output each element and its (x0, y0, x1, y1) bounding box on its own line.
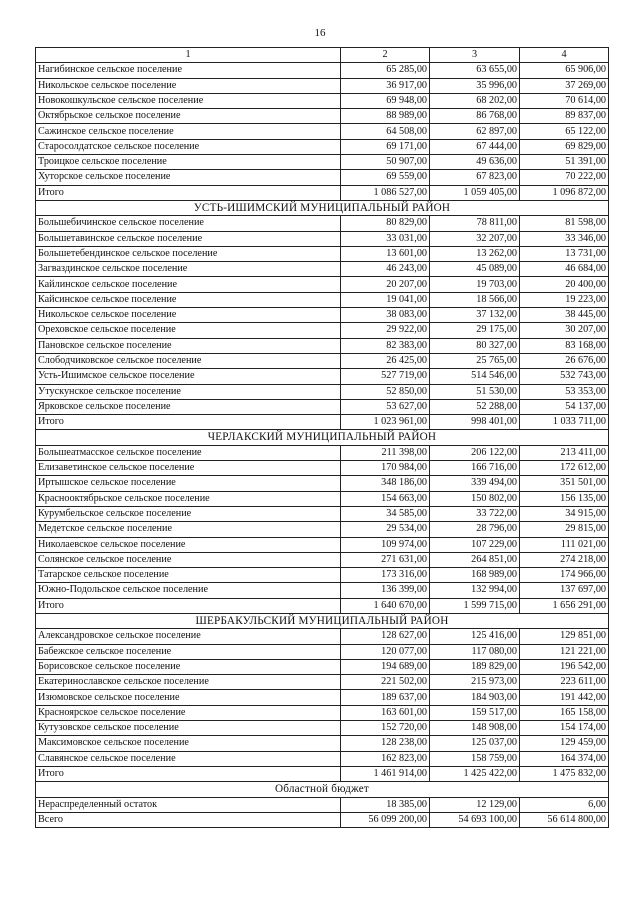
amount-cell: 70 614,00 (520, 93, 609, 108)
amount-cell: 174 966,00 (520, 568, 609, 583)
amount-cell: 34 585,00 (341, 506, 430, 521)
amount-cell: 173 316,00 (341, 568, 430, 583)
table-row (36, 721, 609, 736)
amount-cell: 129 851,00 (520, 629, 609, 644)
amount-cell: 109 974,00 (341, 537, 430, 552)
column-header: 2 (341, 48, 430, 63)
amount-cell: 211 398,00 (341, 445, 430, 460)
table-row (36, 353, 609, 368)
amount-cell: 221 502,00 (341, 675, 430, 690)
amount-cell: 46 243,00 (341, 262, 430, 277)
amount-cell: 82 383,00 (341, 338, 430, 353)
settlement-name-cell: Кайлинское сельское поселение (36, 277, 341, 292)
settlement-name-cell: Красноярское сельское поселение (36, 705, 341, 720)
table-row (36, 185, 609, 200)
amount-cell: 159 517,00 (430, 705, 520, 720)
table-row (36, 246, 609, 261)
amount-cell: 70 222,00 (520, 170, 609, 185)
settlement-name-cell: Старосолдатское сельское поселение (36, 139, 341, 154)
amount-cell: 137 697,00 (520, 583, 609, 598)
amount-cell: 206 122,00 (430, 445, 520, 460)
settlement-name-cell: Краснооктябрьское сельское поселение (36, 491, 341, 506)
amount-cell: 348 186,00 (341, 476, 430, 491)
settlement-name-cell: Хуторское сельское поселение (36, 170, 341, 185)
amount-cell: 351 501,00 (520, 476, 609, 491)
table-row (36, 812, 609, 827)
table-row (36, 659, 609, 674)
table-row (36, 797, 609, 812)
amount-cell: 1 059 405,00 (430, 185, 520, 200)
amount-cell: 19 041,00 (341, 292, 430, 307)
table-row (36, 415, 609, 430)
settlement-name-cell: Октябрьское сельское поселение (36, 109, 341, 124)
amount-cell: 35 996,00 (430, 78, 520, 93)
settlement-name-cell: Екатеринославское сельское поселение (36, 675, 341, 690)
amount-cell: 128 627,00 (341, 629, 430, 644)
amount-cell: 78 811,00 (430, 216, 520, 231)
table-row (36, 139, 609, 154)
amount-cell: 38 083,00 (341, 308, 430, 323)
amount-cell: 36 917,00 (341, 78, 430, 93)
settlement-name-cell: Большеатмасское сельское поселение (36, 445, 341, 460)
table-row (36, 690, 609, 705)
settlement-name-cell: Никольское сельское поселение (36, 78, 341, 93)
amount-cell: 13 601,00 (341, 246, 430, 261)
table-row (36, 262, 609, 277)
table-row (36, 170, 609, 185)
table-row (36, 93, 609, 108)
amount-cell: 38 445,00 (520, 308, 609, 323)
table-row (36, 736, 609, 751)
table-row (36, 384, 609, 399)
table-row (36, 629, 609, 644)
amount-cell: 33 346,00 (520, 231, 609, 246)
amount-cell: 111 021,00 (520, 537, 609, 552)
section-header-row (36, 200, 609, 215)
column-header: 1 (36, 48, 341, 63)
amount-cell: 532 743,00 (520, 369, 609, 384)
budget-table-body (36, 48, 609, 828)
amount-cell: 1 086 527,00 (341, 185, 430, 200)
settlement-name-cell: Татарское сельское поселение (36, 568, 341, 583)
amount-cell: 1 096 872,00 (520, 185, 609, 200)
settlement-name-cell: Итого (36, 185, 341, 200)
amount-cell: 52 288,00 (430, 399, 520, 414)
amount-cell: 50 907,00 (341, 155, 430, 170)
amount-cell: 165 158,00 (520, 705, 609, 720)
section-title: ШЕРБАКУЛЬСКИЙ МУНИЦИПАЛЬНЫЙ РАЙОН (36, 613, 609, 628)
settlement-name-cell: Утускунское сельское поселение (36, 384, 341, 399)
amount-cell: 51 530,00 (430, 384, 520, 399)
amount-cell: 148 908,00 (430, 721, 520, 736)
table-row (36, 506, 609, 521)
amount-cell: 166 716,00 (430, 461, 520, 476)
amount-cell: 196 542,00 (520, 659, 609, 674)
column-header: 4 (520, 48, 609, 63)
amount-cell: 45 089,00 (430, 262, 520, 277)
amount-cell: 264 851,00 (430, 552, 520, 567)
amount-cell: 339 494,00 (430, 476, 520, 491)
amount-cell: 46 684,00 (520, 262, 609, 277)
amount-cell: 20 400,00 (520, 277, 609, 292)
amount-cell: 53 353,00 (520, 384, 609, 399)
amount-cell: 33 031,00 (341, 231, 430, 246)
amount-cell: 19 703,00 (430, 277, 520, 292)
table-row (36, 476, 609, 491)
table-row (36, 323, 609, 338)
amount-cell: 107 229,00 (430, 537, 520, 552)
section-header-row (36, 430, 609, 445)
amount-cell: 271 631,00 (341, 552, 430, 567)
amount-cell: 172 612,00 (520, 461, 609, 476)
amount-cell: 29 922,00 (341, 323, 430, 338)
amount-cell: 125 037,00 (430, 736, 520, 751)
settlement-name-cell: Итого (36, 415, 341, 430)
amount-cell: 1 640 670,00 (341, 598, 430, 613)
settlement-name-cell: Иртышское сельское поселение (36, 476, 341, 491)
amount-cell: 64 508,00 (341, 124, 430, 139)
amount-cell: 154 174,00 (520, 721, 609, 736)
amount-cell: 129 459,00 (520, 736, 609, 751)
amount-cell: 37 132,00 (430, 308, 520, 323)
table-row (36, 369, 609, 384)
table-row (36, 216, 609, 231)
settlement-name-cell: Загваздинское сельское поселение (36, 262, 341, 277)
amount-cell: 156 135,00 (520, 491, 609, 506)
amount-cell: 1 023 961,00 (341, 415, 430, 430)
settlement-name-cell: Николаевское сельское поселение (36, 537, 341, 552)
amount-cell: 20 207,00 (341, 277, 430, 292)
settlement-name-cell: Большетебендинское сельское поселение (36, 246, 341, 261)
amount-cell: 29 534,00 (341, 522, 430, 537)
amount-cell: 168 989,00 (430, 568, 520, 583)
amount-cell: 68 202,00 (430, 93, 520, 108)
amount-cell: 514 546,00 (430, 369, 520, 384)
amount-cell: 89 837,00 (520, 109, 609, 124)
amount-cell: 1 599 715,00 (430, 598, 520, 613)
amount-cell: 154 663,00 (341, 491, 430, 506)
amount-cell: 53 627,00 (341, 399, 430, 414)
settlement-name-cell: Итого (36, 766, 341, 781)
amount-cell: 189 829,00 (430, 659, 520, 674)
amount-cell: 18 566,00 (430, 292, 520, 307)
table-header-row (36, 48, 609, 63)
amount-cell: 83 168,00 (520, 338, 609, 353)
table-row (36, 63, 609, 78)
amount-cell: 29 815,00 (520, 522, 609, 537)
amount-cell: 1 033 711,00 (520, 415, 609, 430)
amount-cell: 1 475 832,00 (520, 766, 609, 781)
table-row (36, 461, 609, 476)
amount-cell: 19 223,00 (520, 292, 609, 307)
column-header: 3 (430, 48, 520, 63)
amount-cell: 18 385,00 (341, 797, 430, 812)
section-title: ЧЕРЛАКСКИЙ МУНИЦИПАЛЬНЫЙ РАЙОН (36, 430, 609, 445)
amount-cell: 1 425 422,00 (430, 766, 520, 781)
table-row (36, 231, 609, 246)
table-row (36, 155, 609, 170)
table-row (36, 644, 609, 659)
settlement-name-cell: Изюмовское сельское поселение (36, 690, 341, 705)
settlement-name-cell: Борисовское сельское поселение (36, 659, 341, 674)
settlement-name-cell: Курумбельское сельское поселение (36, 506, 341, 521)
table-row (36, 399, 609, 414)
amount-cell: 136 399,00 (341, 583, 430, 598)
amount-cell: 13 262,00 (430, 246, 520, 261)
amount-cell: 162 823,00 (341, 751, 430, 766)
amount-cell: 80 327,00 (430, 338, 520, 353)
settlement-name-cell: Троицкое сельское поселение (36, 155, 341, 170)
table-row (36, 522, 609, 537)
amount-cell: 29 175,00 (430, 323, 520, 338)
table-row (36, 552, 609, 567)
amount-cell: 170 984,00 (341, 461, 430, 476)
amount-cell: 184 903,00 (430, 690, 520, 705)
amount-cell: 69 559,00 (341, 170, 430, 185)
amount-cell: 52 850,00 (341, 384, 430, 399)
settlement-name-cell: Усть-Ишимское сельское поселение (36, 369, 341, 384)
amount-cell: 88 989,00 (341, 109, 430, 124)
amount-cell: 56 099 200,00 (341, 812, 430, 827)
amount-cell: 26 676,00 (520, 353, 609, 368)
amount-cell: 65 906,00 (520, 63, 609, 78)
settlement-name-cell: Большебичинское сельское поселение (36, 216, 341, 231)
amount-cell: 215 973,00 (430, 675, 520, 690)
amount-cell: 33 722,00 (430, 506, 520, 521)
amount-cell: 152 720,00 (341, 721, 430, 736)
settlement-name-cell: Кутузовское сельское поселение (36, 721, 341, 736)
amount-cell: 13 731,00 (520, 246, 609, 261)
table-row (36, 338, 609, 353)
amount-cell: 164 374,00 (520, 751, 609, 766)
amount-cell: 117 080,00 (430, 644, 520, 659)
settlement-name-cell: Южно-Подольское сельское поселение (36, 583, 341, 598)
settlement-name-cell: Ореховское сельское поселение (36, 323, 341, 338)
settlement-name-cell: Максимовское сельское поселение (36, 736, 341, 751)
table-row (36, 308, 609, 323)
amount-cell: 6,00 (520, 797, 609, 812)
amount-cell: 121 221,00 (520, 644, 609, 659)
settlement-name-cell: Александровское сельское поселение (36, 629, 341, 644)
amount-cell: 32 207,00 (430, 231, 520, 246)
amount-cell: 86 768,00 (430, 109, 520, 124)
amount-cell: 223 611,00 (520, 675, 609, 690)
table-row (36, 705, 609, 720)
settlement-name-cell: Славянское сельское поселение (36, 751, 341, 766)
table-row (36, 78, 609, 93)
amount-cell: 34 915,00 (520, 506, 609, 521)
amount-cell: 65 285,00 (341, 63, 430, 78)
settlement-name-cell: Сажинское сельское поселение (36, 124, 341, 139)
amount-cell: 51 391,00 (520, 155, 609, 170)
settlement-name-cell: Новокошкульское сельское поселение (36, 93, 341, 108)
amount-cell: 25 765,00 (430, 353, 520, 368)
amount-cell: 69 829,00 (520, 139, 609, 154)
settlement-name-cell: Итого (36, 598, 341, 613)
settlement-name-cell: Солянское сельское поселение (36, 552, 341, 567)
amount-cell: 30 207,00 (520, 323, 609, 338)
settlement-name-cell: Всего (36, 812, 341, 827)
table-row (36, 292, 609, 307)
settlement-name-cell: Нераспределенный остаток (36, 797, 341, 812)
settlement-name-cell: Ярковское сельское поселение (36, 399, 341, 414)
amount-cell: 67 823,00 (430, 170, 520, 185)
settlement-name-cell: Медетское сельское поселение (36, 522, 341, 537)
amount-cell: 81 598,00 (520, 216, 609, 231)
amount-cell: 128 238,00 (341, 736, 430, 751)
amount-cell: 274 218,00 (520, 552, 609, 567)
amount-cell: 56 614 800,00 (520, 812, 609, 827)
amount-cell: 54 137,00 (520, 399, 609, 414)
section-header-row (36, 782, 609, 797)
amount-cell: 63 655,00 (430, 63, 520, 78)
amount-cell: 49 636,00 (430, 155, 520, 170)
section-header-row (36, 613, 609, 628)
settlement-name-cell: Никольское сельское поселение (36, 308, 341, 323)
amount-cell: 125 416,00 (430, 629, 520, 644)
amount-cell: 1 461 914,00 (341, 766, 430, 781)
amount-cell: 69 171,00 (341, 139, 430, 154)
amount-cell: 12 129,00 (430, 797, 520, 812)
amount-cell: 1 656 291,00 (520, 598, 609, 613)
amount-cell: 158 759,00 (430, 751, 520, 766)
amount-cell: 998 401,00 (430, 415, 520, 430)
table-row (36, 568, 609, 583)
amount-cell: 65 122,00 (520, 124, 609, 139)
amount-cell: 150 802,00 (430, 491, 520, 506)
amount-cell: 80 829,00 (341, 216, 430, 231)
amount-cell: 69 948,00 (341, 93, 430, 108)
settlement-name-cell: Слободчиковское сельское поселение (36, 353, 341, 368)
amount-cell: 213 411,00 (520, 445, 609, 460)
amount-cell: 28 796,00 (430, 522, 520, 537)
table-row (36, 277, 609, 292)
table-row (36, 109, 609, 124)
amount-cell: 527 719,00 (341, 369, 430, 384)
table-row (36, 537, 609, 552)
amount-cell: 54 693 100,00 (430, 812, 520, 827)
page-number: 16 (314, 27, 326, 39)
table-row (36, 751, 609, 766)
section-title: Областной бюджет (36, 782, 609, 797)
amount-cell: 26 425,00 (341, 353, 430, 368)
settlement-name-cell: Нагибинское сельское поселение (36, 63, 341, 78)
amount-cell: 62 897,00 (430, 124, 520, 139)
amount-cell: 120 077,00 (341, 644, 430, 659)
amount-cell: 194 689,00 (341, 659, 430, 674)
section-title: УСТЬ-ИШИМСКИЙ МУНИЦИПАЛЬНЫЙ РАЙОН (36, 200, 609, 215)
settlement-name-cell: Елизаветинское сельское поселение (36, 461, 341, 476)
budget-table (35, 47, 609, 828)
amount-cell: 37 269,00 (520, 78, 609, 93)
table-row (36, 583, 609, 598)
settlement-name-cell: Большетавинское сельское поселение (36, 231, 341, 246)
table-row (36, 598, 609, 613)
table-row (36, 675, 609, 690)
settlement-name-cell: Пановское сельское поселение (36, 338, 341, 353)
settlement-name-cell: Кайсинское сельское поселение (36, 292, 341, 307)
amount-cell: 163 601,00 (341, 705, 430, 720)
amount-cell: 189 637,00 (341, 690, 430, 705)
table-row (36, 491, 609, 506)
table-row (36, 124, 609, 139)
amount-cell: 191 442,00 (520, 690, 609, 705)
amount-cell: 132 994,00 (430, 583, 520, 598)
amount-cell: 67 444,00 (430, 139, 520, 154)
table-row (36, 766, 609, 781)
table-row (36, 445, 609, 460)
settlement-name-cell: Бабежское сельское поселение (36, 644, 341, 659)
